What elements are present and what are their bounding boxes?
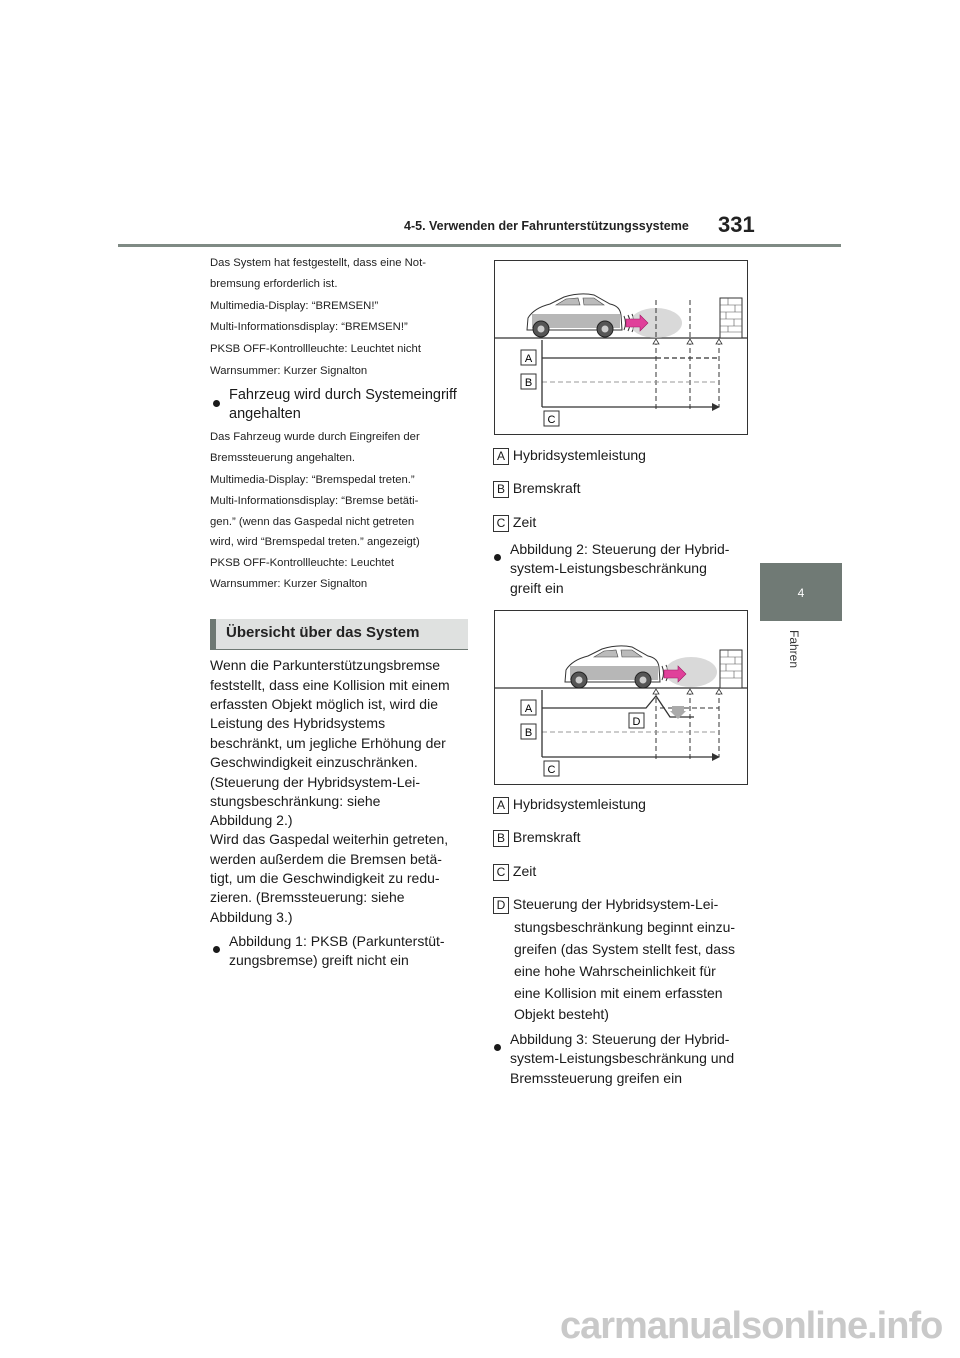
bullet-dot — [494, 1038, 501, 1056]
paragraph-line: (Steuerung der Hybridsystem-Lei- — [210, 774, 421, 790]
bullet-heading: angehalten — [229, 406, 301, 422]
wall-icon — [720, 650, 742, 688]
paragraph-line: stungsbeschränkung: siehe — [210, 793, 381, 809]
figure-label: C — [547, 764, 556, 776]
figure-label: B — [524, 377, 533, 389]
legend-line: Objekt besteht) — [514, 1006, 609, 1022]
bullet-text: Bremssteuerung greifen ein — [510, 1070, 682, 1086]
paragraph-line: Leistung des Hybridsystems — [210, 715, 386, 731]
bullet-text: system-Leistungsbeschränkung und — [510, 1050, 735, 1066]
page-number: 331 — [718, 212, 755, 237]
bullet-text: zungsbremse) greift nicht ein — [229, 952, 409, 968]
paragraph-line: Abbildung 2.) — [210, 812, 293, 828]
bullet-dot — [213, 394, 220, 412]
legend-line: greifen (das System stellt fest, dass — [514, 941, 735, 957]
paragraph-line: Abbildung 3.) — [210, 909, 293, 925]
paragraph-line: Geschwindigkeit einzuschränken. — [210, 754, 418, 770]
status-line: Multi-Informationsdisplay: “BREMSEN!” — [210, 321, 408, 333]
figure-label: A — [524, 703, 533, 715]
legend-line: stungsbeschränkung beginnt einzu- — [514, 919, 736, 935]
legend-item: B Bremskraft — [493, 480, 581, 498]
section-heading: Übersicht über das System — [210, 619, 468, 649]
section-rule — [210, 649, 468, 650]
bullet-text: Abbildung 3: Steuerung der Hybrid- — [510, 1031, 730, 1047]
figure-2-diagram — [494, 610, 749, 786]
bullet-text: greift ein — [510, 580, 564, 596]
paragraph-line: feststellt, dass eine Kollision mit einem — [210, 677, 450, 693]
paragraph-line: Wird das Gaspedal weiterhin getreten, — [210, 831, 449, 847]
bullet-dot — [494, 548, 501, 566]
wall-icon — [720, 298, 742, 338]
status-line: Multi-Informationsdisplay: “Bremse betäti- — [210, 495, 419, 507]
status-line: Multimedia-Display: “Bremspedal treten.” — [210, 474, 415, 486]
chapter-number: 4 — [797, 586, 805, 600]
legend-item: A Hybridsystemleistung — [493, 447, 646, 465]
status-line: Warnsummer: Kurzer Signalton — [210, 365, 368, 377]
paragraph-line: werden außerdem die Bremsen betä- — [210, 851, 442, 867]
legend-line: eine hohe Wahrscheinlichkeit für — [514, 963, 716, 979]
figure-1-diagram — [494, 260, 749, 436]
status-line: wird, wird “Bremspedal treten.” angezeigt) — [210, 536, 420, 548]
bullet-heading: Fahrzeug wird durch Systemeingriff — [229, 387, 457, 403]
figure-label: C — [547, 414, 556, 426]
paragraph-line: tigt, um die Geschwindigkeit zu redu- — [210, 870, 440, 886]
figure-label: D — [632, 716, 641, 728]
paragraph-line: zieren. (Bremssteuerung: siehe — [210, 889, 405, 905]
status-line: Warnsummer: Kurzer Signalton — [210, 578, 368, 590]
status-line: Das Fahrzeug wurde durch Eingreifen der — [210, 431, 420, 443]
legend-item: D Steuerung der Hybridsystem-Lei- — [493, 896, 718, 914]
status-line: Multimedia-Display: “BREMSEN!” — [210, 300, 379, 312]
legend-item: B Bremskraft — [493, 829, 581, 847]
status-line: bremsung erforderlich ist. — [210, 278, 338, 290]
status-line: PKSB OFF-Kontrollleuchte: Leuchtet nicht — [210, 343, 421, 355]
legend-item: A Hybridsystemleistung — [493, 796, 646, 814]
bullet-dot — [213, 940, 220, 958]
legend-line: eine Kollision mit einem erfassten — [514, 985, 723, 1001]
status-line: gen.” (wenn das Gaspedal nicht getreten — [210, 516, 415, 528]
status-line: Das System hat festgestellt, dass eine Not- — [210, 257, 426, 269]
paragraph-line: Wenn die Parkunterstützungsbremse — [210, 657, 441, 673]
figure-label: B — [524, 727, 533, 739]
header-rule — [118, 244, 841, 247]
chapter-tab[interactable] — [760, 563, 842, 621]
paragraph-line: erfassten Objekt möglich ist, wird die — [210, 696, 438, 712]
bullet-text: system-Leistungsbeschränkung — [510, 560, 707, 576]
section-title: 4-5. Verwenden der Fahrunterstützungssysteme — [404, 219, 689, 233]
paragraph-line: beschränkt, um jegliche Erhöhung der — [210, 735, 446, 751]
legend-item: C Zeit — [493, 863, 536, 881]
figure-label: A — [524, 353, 533, 365]
legend-item: C Zeit — [493, 514, 536, 532]
bullet-text: Abbildung 1: PKSB (Parkunterstüt- — [229, 933, 445, 949]
status-line: PKSB OFF-Kontrollleuchte: Leuchtet — [210, 557, 394, 569]
watermark: carmanualsonline.info — [560, 1305, 943, 1347]
bullet-text: Abbildung 2: Steuerung der Hybrid- — [510, 541, 730, 557]
status-line: Bremssteuerung angehalten. — [210, 452, 356, 464]
